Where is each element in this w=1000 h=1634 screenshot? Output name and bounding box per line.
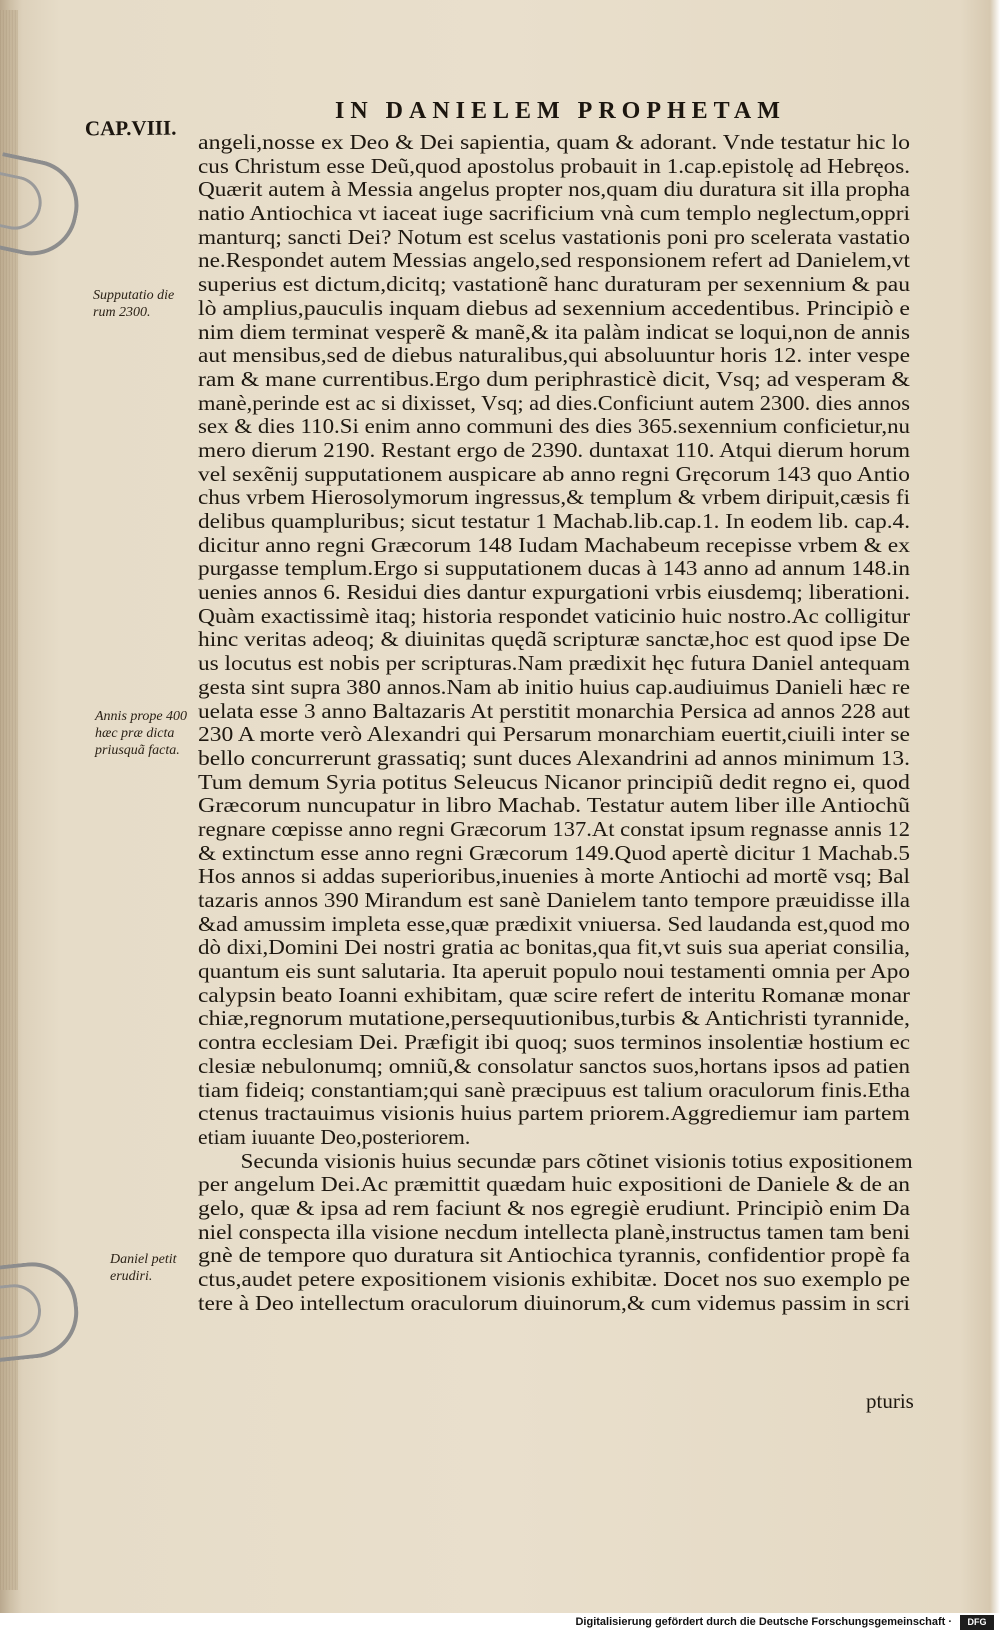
text-line: natio Antiochica vt iaceat iuge sacrificium vnà cum templo neglectum,oppri [198, 201, 911, 226]
text-line: Quærit autem à Messia angelus propter nos,quam diu duratura sit illa propha [198, 177, 910, 202]
paper-clip-top-icon [0, 152, 87, 264]
text-line: calypsin beato Ioanni exhibitam, quæ scire refert de interitu Romanæ monar [198, 982, 910, 1007]
text-line: aut mensibus,sed de diebus naturalibus,qui absoluuntur horis 12. inter vespe [198, 343, 911, 368]
text-line: chiæ,regnorum mutatione,persequutionibus,turbis & Antichristi tyrannide, [198, 1006, 911, 1031]
text-line: uenies annos 6. Residui dies dantur expurgationi vrbis eiusdemq; liberationi. [198, 580, 911, 605]
text-line: angeli,nosse ex Deo & Dei sapientia, quam & adorant. Vnde testatur hic lo [198, 130, 910, 154]
text-line: chus vrbem Hierosolymorum ingressus,& templum & vrbem diripuit,cæsis fi [198, 485, 911, 510]
chapter-label: CAP.VIII. [84, 115, 177, 141]
text-line: dicitur anno regni Græcorum 148 Iudam Machabeum recepisse vrbem & ex [198, 532, 910, 557]
text-line: manè,perinde est ac si dixisset, Vsq; ad dies.Conficiunt autem 2300. dies annos [198, 390, 911, 415]
body-text [198, 130, 913, 1315]
running-head [0, 0, 1000, 141]
text-line: delibus quampluribus; sicut testatur 1 Machab.lib.cap.1. In eodem lib. cap.4. [198, 509, 911, 533]
digitization-footer [0, 1613, 1000, 1634]
text-line: purgasse templum.Ergo si supputationem ducas à 143 anno ad annum 148.in [198, 556, 910, 581]
text-line: ram & mane currentibus.Ergo dum periphrasticè dicit, Vsq; ad vesperam & [198, 366, 910, 391]
text-line: tiam fideiq; constantiam;qui sanè præcipuus est talium oraculorum finis.Etha [198, 1077, 911, 1102]
text-line: vel sexẽnij supputationem auspicare ab anno regni Gręcorum 143 quo Antio [198, 461, 910, 486]
text-line: Tum demum Syria potitus Seleucus Nicanor principiũ dedit regno ei, quod [198, 769, 911, 794]
text-line: tazaris annos 390 Mirandum est sanè Danielem tanto tempore præuidisse illa [198, 888, 911, 912]
margin-note: Supputatio die rum 2300. [93, 288, 175, 320]
margin-note: Daniel petit erudiri. [110, 1252, 177, 1284]
text-line: lò amplius,pauculis inquam diebus ad sexennium accedentibus. Principiò e [198, 295, 910, 320]
text-line: Hos annos si addas superioribus,inuenies à morte Antiochi ad mortẽ vsq; Bal [198, 864, 910, 889]
text-line: regnare cœpisse anno regni Græcorum 137.At constat ipsum regnasse annis 12 [198, 816, 911, 841]
text-line: dò dixi,Domini Dei nostri gratia ac bonitas,qua fit,vt suis sua aperiat consilia, [198, 935, 911, 960]
text-line: clesiæ nebulonumq; omniũ,& consolatur sanctos suos,hortans ipsos ad patien [198, 1053, 911, 1078]
dfg-logo: DFG [960, 1615, 994, 1630]
text-line: etiam iuuante Deo,posteriorem. [198, 1124, 471, 1149]
text-line: uelata esse 3 anno Baltazaris At perstitit monarchia Persica ad annos 228 aut [198, 698, 911, 723]
margin-note: Annis prope 400 hæc præ dicta priusquã facta. [95, 709, 188, 758]
text-line: gesta sint supra 380 annos.Nam ab initio huius cap.audiuimus Danieli hæc re [198, 674, 910, 699]
text-line: Quàm exactissimè itaq; historia respondet vaticinio huic nostro.Ac colligitur [198, 603, 911, 628]
text-line: Græcorum nuncupatur in libro Machab. Testatur autem liber ille Antiochũ [198, 793, 910, 818]
text-line: ctenus tractauimus visionis huius partem priorem.Aggrediemur iam partem [198, 1101, 910, 1126]
text-line: hinc veritas adeoq; & diuinitas quędã scripturæ sanctæ,hoc est quod ipse De [198, 627, 911, 652]
text-line: us locutus est nobis per scripturas.Nam prædixit hęc futura Daniel antequam [198, 651, 911, 676]
text-line: Secunda visionis huius secundæ pars cõtinet visionis totius expositionem [240, 1148, 913, 1173]
text-line: bello concurrerunt grassatiq; sunt duces Alexandrini ad annos minimum 13. [198, 745, 910, 770]
text-line: gelo, quæ & ipsa ad rem faciunt & nos egregiè erudiunt. Principiò enim Da [198, 1195, 911, 1220]
text-line: per angelum Dei.Ac præmittit quædam huic expositioni de Daniele & de an [198, 1172, 911, 1197]
page-headline: IN DANIELEM PROPHETAM [335, 98, 786, 124]
text-line: gnè de tempore quo duratura sit Antiochica tyrannis, confidentior propè fa [198, 1243, 910, 1268]
text-line: 230 A morte verò Alexandri qui Persarum monarchiam euertit,ciuili inter se [198, 722, 911, 747]
text-line: quantum eis sunt salutaria. Ita aperuit populo noui testamenti omnia per Apo [198, 959, 911, 984]
text-line: contra ecclesiam Dei. Præfigit ibi quoq; suos terminos insolentiæ hostium ec [198, 1030, 911, 1055]
paper-clip-bottom-icon [0, 1258, 83, 1362]
text-line: nim diem terminat vesperẽ & manẽ,& ita palàm indicat se loqui,non de annis [198, 319, 911, 344]
text-line: ne.Respondet autem Messias angelo,sed responsionem refert ad Danielem,vt [198, 248, 910, 273]
text-line: ctus,audet petere expositionem visionis exhibitæ. Docet nos suo exemplo pe [198, 1267, 910, 1291]
text-line: & extinctum esse anno regni Græcorum 149.Quod apertè dicitur 1 Machab.5 [198, 840, 910, 865]
text-line: superius est dictum,dicitq; vastationẽ hanc duraturam per sexennium & pau [198, 272, 911, 297]
text-line: sex & dies 110.Si enim anno communi des dies 365.sexennium conficietur,nu [198, 414, 911, 439]
text-line: &ad amussim impleta esse,quæ prædixit vniuersa. Sed laudanda est,quod mo [198, 911, 910, 936]
text-line: manturq; sancti Dei? Notum est scelus vastationis poni pro scelerata vastatio [198, 224, 911, 249]
catchword: pturis [866, 1389, 914, 1413]
text-line: tere à Deo intellectum oraculorum diuinorum,& cum videmus passim in scri [198, 1290, 910, 1315]
text-line: cus Christum esse Deũ,quod apostolus probauit in 1.cap.epistolę ad Hebręos. [198, 153, 910, 178]
text-line: niel conspecta illa visione necdum intellecta planè,instructus tamen tam beni [198, 1219, 910, 1244]
text-line: mero dierum 2190. Restant ergo de 2390. duntaxat 110. Atqui dierum horum [198, 437, 911, 462]
funding-credit: Digitalisierung gefördert durch die Deutsche Forschungsgemeinschaft · [575, 1616, 952, 1628]
